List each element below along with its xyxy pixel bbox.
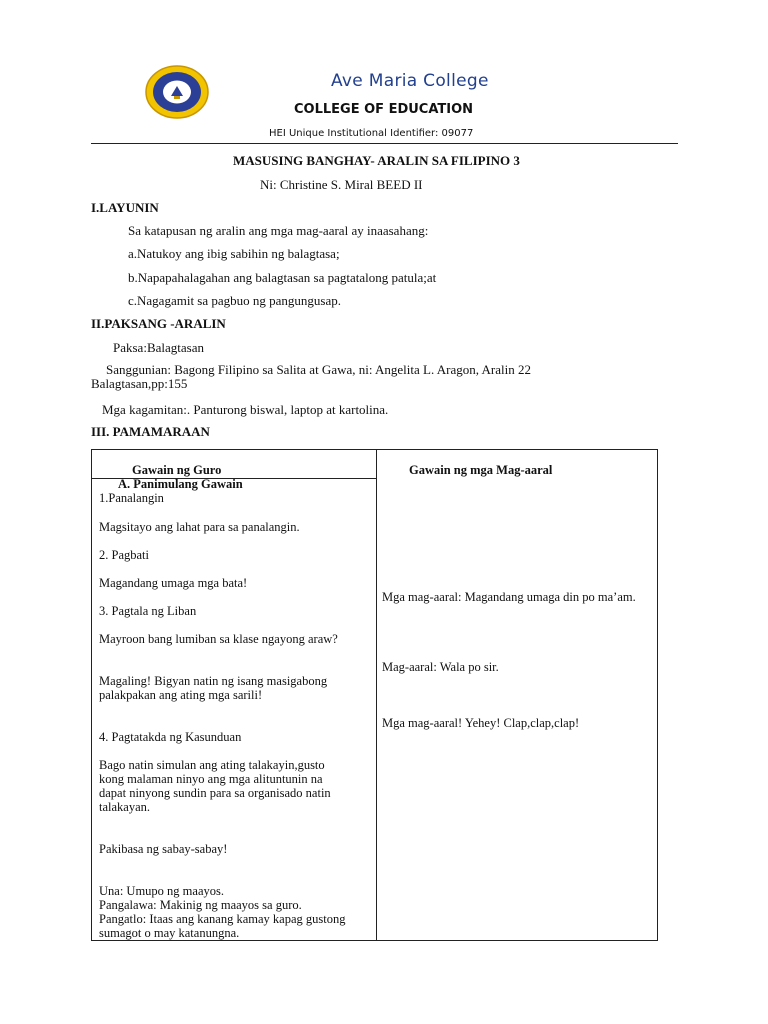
teacher-line: 2. Pagbati — [99, 548, 149, 562]
procedure-table — [91, 449, 658, 941]
lesson-title: MASUSING BANGHAY- ARALIN SA FILIPINO 3 — [233, 153, 520, 168]
student-line: Mga mag-aaral: Magandang umaga din po ma’am. — [382, 590, 636, 604]
teacher-line: Bago natin simulan ang ating talakayin,gusto kong malaman ninyo ang mga alituntunin na dapat ninyong sundin para sa organisado natin talakayan. — [99, 758, 331, 814]
column-header-mag-aaral: Gawain ng mga Mag-aaral — [409, 463, 553, 477]
teacher-line: Pangalawa: Makinig ng maayos sa guro. — [99, 898, 302, 912]
teacher-line: Magsitayo ang lahat para sa panalangin. — [99, 520, 300, 534]
objectives-intro: Sa katapusan ng aralin ang mga mag-aaral ay inaasahang: — [128, 223, 429, 238]
teacher-line: 4. Pagtatakda ng Kasunduan — [99, 730, 242, 744]
teacher-line: Una: Umupo ng maayos. — [99, 884, 224, 898]
topic-heading: II.PAKSANG -ARALIN — [91, 316, 226, 331]
college-seal-logo-icon — [144, 65, 210, 119]
column-divider — [376, 450, 377, 940]
teacher-line: Magandang umaga mga bata! — [99, 576, 248, 590]
header-divider — [91, 143, 678, 144]
objective-item: b.Napapahalagahan ang balagtasan sa pagtatalong patula;at — [128, 270, 437, 285]
department-title: COLLEGE OF EDUCATION — [294, 102, 474, 117]
objective-item: c.Nagagamit sa pagbuo ng pangungusap. — [128, 293, 342, 308]
teacher-line: Mayroon bang lumiban sa klase ngayong araw? — [99, 632, 338, 646]
topic-reference: Sanggunian: Bagong Filipino sa Salita at Gawa, ni: Angelita L. Aragon, Aralin 22 Balagtasan,pp:155 — [91, 362, 531, 391]
procedure-heading: III. PAMAMARAAN — [91, 424, 210, 439]
section-heading: A. Panimulang Gawain — [118, 477, 243, 491]
topic-materials: Mga kagamitan:. Panturong biswal, laptop at kartolina. — [102, 402, 389, 417]
topic-paksa: Paksa:Balagtasan — [113, 340, 204, 355]
teacher-line: 3. Pagtala ng Liban — [99, 604, 197, 618]
teacher-line: Pakibasa ng sabay-sabay! — [99, 842, 228, 856]
college-name: Ave Maria College — [331, 71, 489, 91]
teacher-line: 1.Panalangin — [99, 491, 164, 505]
lesson-author: Ni: Christine S. Miral BEED II — [260, 177, 423, 192]
objectives-heading: I.LAYUNIN — [91, 200, 159, 215]
student-line: Mga mag-aaral! Yehey! Clap,clap,clap! — [382, 716, 580, 730]
column-header-guro: Gawain ng Guro — [132, 463, 222, 477]
student-line: Mag-aaral: Wala po sir. — [382, 660, 499, 674]
teacher-line: Magaling! Bigyan natin ng isang masigabong palakpakan ang ating mga sarili! — [99, 674, 328, 702]
hei-identifier: HEI Unique Institutional Identifier: 09077 — [269, 128, 474, 139]
teacher-line: Pangatlo: Itaas ang kanang kamay kapag gustong sumagot o may katanungna. — [99, 912, 346, 940]
objective-item: a.Natukoy ang ibig sabihin ng balagtasa; — [128, 246, 340, 261]
